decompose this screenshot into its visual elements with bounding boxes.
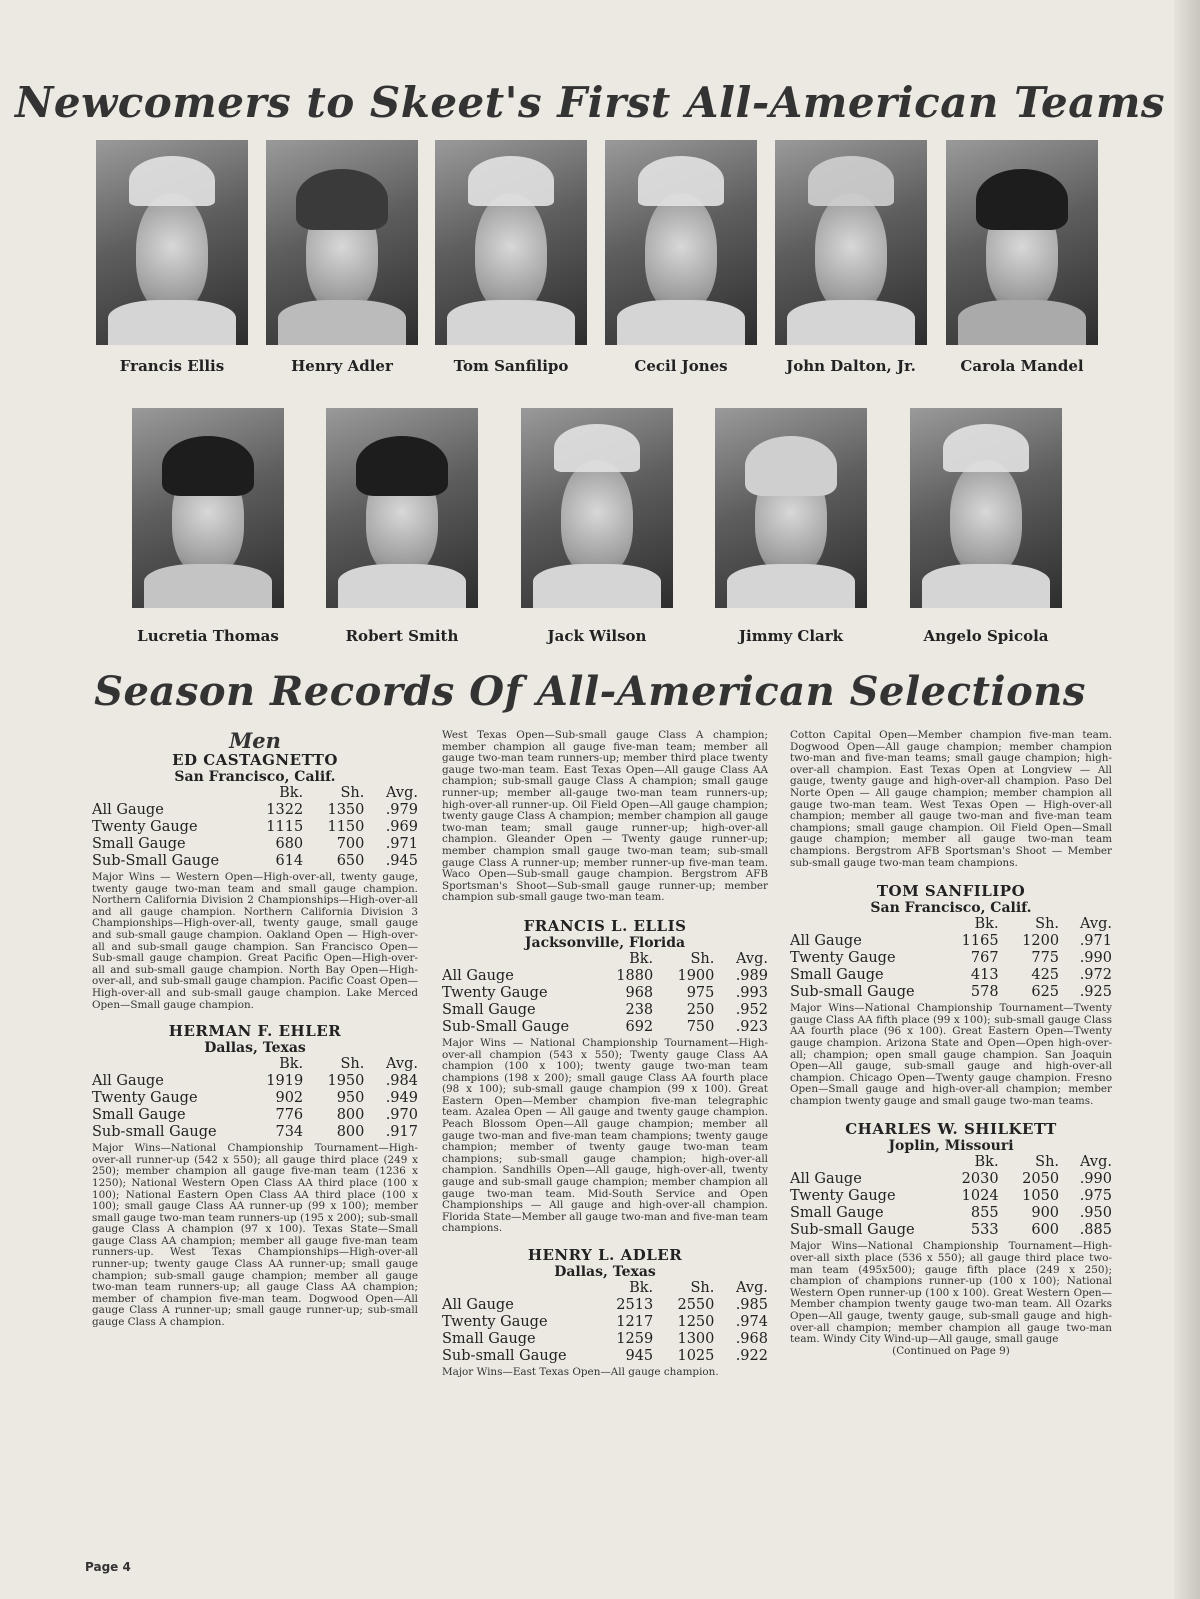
column-3 xyxy=(790,730,1112,1357)
wins-adler-continued: Cotton Capital Open—Member champion five-man team. Dogwood Open—All gauge champion; member champion two-man and five-man teams; small gauge champion; high-over-all champion. East Texas Open at Longview — All gauge, twenty gauge and high-over-all champion. Paso Del Norte Open — All gauge champion; member champion all gauge two-man team. West Texas Open — High-over-all champion; member all gauge two-man and five-man team champions; small gauge champion. Oil Field Open—Small gauge champion; member all gauge two-man team champions. Bergstrom AFB Sportsman's Shoot — Member sub-small gauge two-man team champions. xyxy=(790,729,1112,869)
wins-castagnetto: Major Wins — Western Open—High-over-all, twenty gauge, twenty gauge two-man team and small gauge champion. Northern California Division 2 Championships—High-over-all and all gauge champion. Northern California Division 3 Championships—High-over-all, twenty gauge, small gauge and sub-small gauge champion. Oakland Open — High-over-all and sub-small gauge champion. San Francisco Open—Sub-small gauge champion. Great Pacific Open—High-over-all and sub-small gauge champion. North Bay Open—High-over-all, and sub-small gauge champion. Pacific Coast Open—High-over-all and sub-small gauge champion. Lake Merced Open—Small gauge champion. xyxy=(92,871,418,1011)
record-location-ellis: Jacksonville, Florida xyxy=(524,934,686,951)
table-row: All Gauge 1322 1350 .979 xyxy=(92,802,418,818)
table-row: All Gauge 1919 1950 .984 xyxy=(92,1073,418,1090)
table-row: Sub-Small Gauge 692 750 .923 xyxy=(442,1018,768,1035)
photo-john-dalton-jr xyxy=(775,140,927,345)
table-row: Twenty Gauge 767 775 .990 xyxy=(790,950,1112,967)
table-row: Sub-Small Gauge 614 650 .945 xyxy=(92,853,418,869)
name-angelo-spicola: Angelo Spicola xyxy=(923,627,1049,645)
stats-table-castagnetto xyxy=(92,785,418,870)
table-row: Small Gauge 855 900 .950 xyxy=(790,1205,1112,1222)
men-heading: Men xyxy=(229,728,281,753)
name-henry-adler: Henry Adler xyxy=(291,357,393,375)
wins-adler: Major Wins—East Texas Open—All gauge champion. xyxy=(442,1366,719,1378)
wins-shilkett: Major Wins—National Championship Tournament—High-over-all sixth place (536 x 550); all gauge third place two-man team (495x500); gauge fifth place (249 x 250); champion of champions runner-up (100 x 100); National Western Open runner-up (100 x 100). Great Western Open—Member champion twenty gauge two-man team. All Ozarks Open—All gauge, twenty gauge, sub-small gauge and high-over-all champion; member champion all gauge two-man team. Windy City Wind-up—All gauge, small gauge xyxy=(790,1240,1112,1346)
photo-henry-adler xyxy=(266,140,418,345)
record-name-shilkett: CHARLES W. SHILKETT xyxy=(845,1120,1057,1139)
page-number: Page 4 xyxy=(85,1560,131,1574)
wins-ehler: Major Wins—National Championship Tournament—High-over-all runner-up (542 x 550); all gauge third place (249 x 250); member champion all gauge five-man team (1236 x 1250); National Western Open Class AA third place (100 x 100); National Eastern Open Class AA third place (100 x 100); small gauge Class AA runner-up (99 x 100); member small gauge two-man team runners-up (195 x 200); sub-small gauge Class A champion (97 x 100). Texas State—Small gauge Class AA champion; member all gauge five-man team runners-up. West Texas Championships—High-over-all runner-up; twenty gauge Class AA runner-up; small gauge champion; sub-small gauge champion; member all gauge two-man team runners-up; all gauge Class AA champion; member of champion five-man team. Dogwood Open—All gauge Class A runner-up; small gauge runner-up; sub-small gauge Class A champion. xyxy=(92,1142,418,1329)
stats-table-shilkett: Bk. Sh. Avg. All Gauge 2030 2050 .990 Twenty Gauge 1024 1050 .975 Small Gauge 855 900 .950 Sub-small Gauge 533 600 .885 xyxy=(790,1154,1112,1239)
table-row: Twenty Gauge 1115 1150 .969 xyxy=(92,819,418,835)
record-location-adler: Dallas, Texas xyxy=(554,1264,656,1280)
table-row: Sub-small Gauge 578 625 .925 xyxy=(790,984,1112,1001)
table-row: All Gauge 2030 2050 .990 xyxy=(790,1171,1112,1188)
record-name-adler: HENRY L. ADLER xyxy=(527,1246,683,1264)
record-location-shilkett: Joplin, Missouri xyxy=(888,1138,1014,1155)
name-tom-sanfilipo: Tom Sanfilipo xyxy=(453,357,569,375)
name-cecil-jones: Cecil Jones xyxy=(634,357,728,375)
name-jack-wilson: Jack Wilson xyxy=(547,627,647,645)
header-avg: Avg. xyxy=(386,785,418,801)
name-carola-mandel: Carola Mandel xyxy=(960,357,1084,375)
table-row: Twenty Gauge 902 950 .949 xyxy=(92,1090,418,1107)
photo-angelo-spicola xyxy=(910,408,1062,608)
record-location-ehler: Dallas, Texas xyxy=(204,1040,306,1057)
continued-note: (Continued on Page 9) xyxy=(892,1344,1010,1357)
name-lucretia-thomas: Lucretia Thomas xyxy=(137,627,279,645)
table-row: Twenty Gauge 1024 1050 .975 xyxy=(790,1188,1112,1205)
table-row: Small Gauge 238 250 .952 xyxy=(442,1001,768,1018)
photo-lucretia-thomas xyxy=(132,408,284,608)
stats-table-ehler: Bk. Sh. Avg. All Gauge 1919 1950 .984 Twenty Gauge 902 950 .949 Small Gauge 776 800 .970 Sub-small Gauge 734 800 .917 xyxy=(92,1056,418,1141)
section-title: Season Records Of All-American Selections xyxy=(94,668,1086,715)
page-title: Newcomers to Skeet's First All-American Teams xyxy=(14,78,1166,127)
table-row: All Gauge 1165 1200 .971 xyxy=(790,933,1112,950)
photo-jimmy-clark xyxy=(715,408,867,608)
name-jimmy-clark: Jimmy Clark xyxy=(738,627,844,645)
table-row: Twenty Gauge 1217 1250 .974 xyxy=(442,1314,768,1330)
header-sh: Sh. xyxy=(340,785,365,801)
photo-francis-ellis xyxy=(96,140,248,345)
record-location-sanfilipo: San Francisco, Calif. xyxy=(870,900,1032,917)
table-row: Twenty Gauge 968 975 .993 xyxy=(442,984,768,1001)
record-location-castagnetto: San Francisco, Calif. xyxy=(174,769,336,785)
photo-robert-smith xyxy=(326,408,478,608)
wins-sanfilipo: Major Wins—National Championship Tournament—Twenty gauge Class AA fifth place (99 x 100); sub-small gauge Class AA fourth place (96 x 100). Great Eastern Open—Twenty gauge champion. Arizona State and Open—Open high-over-all; champion; open small gauge champion. San Joaquin Open—All gauge, sub-small gauge and high-over-all champion. Chicago Open—Twenty gauge champion. Fresno Open—Small gauge and high-over-all champion; member champion twenty gauge and small gauge two-man teams. xyxy=(790,1002,1112,1107)
record-name-ellis: FRANCIS L. ELLIS xyxy=(523,916,687,935)
table-row: Small Gauge 776 800 .970 xyxy=(92,1107,418,1124)
stats-table-adler: Bk. Sh. Avg. All Gauge 2513 2550 .985 Twenty Gauge 1217 1250 .974 Small Gauge 1259 1300 .968 Sub-small Gauge 945 1025 .922 xyxy=(442,1280,768,1364)
name-francis-ellis: Francis Ellis xyxy=(119,357,225,375)
wins-ellis: Major Wins — National Championship Tournament—High-over-all champion (543 x 550); Twenty gauge Class AA champion (100 x 100); twenty gauge two-man team champions (198 x 200); small gauge Class AA fourth place (98 x 100); sub-small gauge champion (99 x 100). Great Eastern Open—Member champion five-man telegraphic team. Azalea Open — All gauge and twenty gauge champion. Peach Blossom Open—All gauge champion; member all gauge two-man and five-man team champions; twenty gauge champion; member of twenty gauge two-man team champions; sub-small gauge champion; high-over-all champion. Sandhills Open—All gauge, high-over-all, twenty gauge and sub-small gauge champion; member champion all gauge two-man team. Mid-South Service and Open Championships — All gauge and high-over-all champion. Florida State—Member all gauge two-man and five-man team champions. xyxy=(442,1036,768,1235)
record-name-ehler: HERMAN F. EHLER xyxy=(168,1022,342,1041)
photo-carola-mandel xyxy=(946,140,1098,345)
table-row: Sub-small Gauge 734 800 .917 xyxy=(92,1124,418,1141)
stats-table-ellis: Bk. Sh. Avg. All Gauge 1880 1900 .989 Twenty Gauge 968 975 .993 Small Gauge 238 250 .952 Sub-Small Gauge 692 750 .923 xyxy=(442,950,768,1035)
table-row: All Gauge 1880 1900 .989 xyxy=(442,967,768,984)
column-1 xyxy=(92,730,418,1329)
name-john-dalton-jr: John Dalton, Jr. xyxy=(786,357,916,375)
table-row: Small Gauge 680 700 .971 xyxy=(92,836,418,852)
table-row: Small Gauge 413 425 .972 xyxy=(790,967,1112,984)
record-name-sanfilipo: TOM SANFILIPO xyxy=(876,882,1026,901)
table-row: Small Gauge 1259 1300 .968 xyxy=(442,1331,768,1347)
wins-ehler-continued: West Texas Open—Sub-small gauge Class A champion; member champion all gauge five-man team; member all gauge two-man team runners-up; member third place twenty gauge two-man team. East Texas Open—All gauge Class AA champion; sub-small gauge Class A champion; small gauge runner-up; member all-gauge two-man team runners-up; high-over-all runner-up. Oil Field Open—All gauge champion; twenty gauge Class A champion; member champion all gauge two-man team; small gauge runner-up; high-over-all champion. Gleander Open — Twenty gauge runner-up; member champion small gauge two-man team; sub-small gauge Class A runner-up; member runner-up five-man team. Waco Open—Sub-small gauge champion. Bergstrom AFB Sportsman's Shoot—Sub-small gauge runner-up; member champion sub-small gauge two-man team. xyxy=(442,729,768,904)
photo-cecil-jones xyxy=(605,140,757,345)
photo-jack-wilson xyxy=(521,408,673,608)
header-bk: Bk. xyxy=(279,785,304,801)
page-spine-shadow xyxy=(1174,0,1200,1599)
name-robert-smith: Robert Smith xyxy=(345,627,459,645)
column-2 xyxy=(442,730,768,1379)
photo-tom-sanfilipo xyxy=(435,140,587,345)
stats-table-sanfilipo: Bk. Sh. Avg. All Gauge 1165 1200 .971 Twenty Gauge 767 775 .990 Small Gauge 413 425 .972 Sub-small Gauge 578 625 .925 xyxy=(790,916,1112,1001)
record-name-castagnetto: ED CASTAGNETTO xyxy=(172,751,338,769)
table-row: Sub-small Gauge 533 600 .885 xyxy=(790,1222,1112,1239)
table-row: All Gauge 2513 2550 .985 xyxy=(442,1297,768,1313)
table-row: Sub-small Gauge 945 1025 .922 xyxy=(442,1348,768,1364)
